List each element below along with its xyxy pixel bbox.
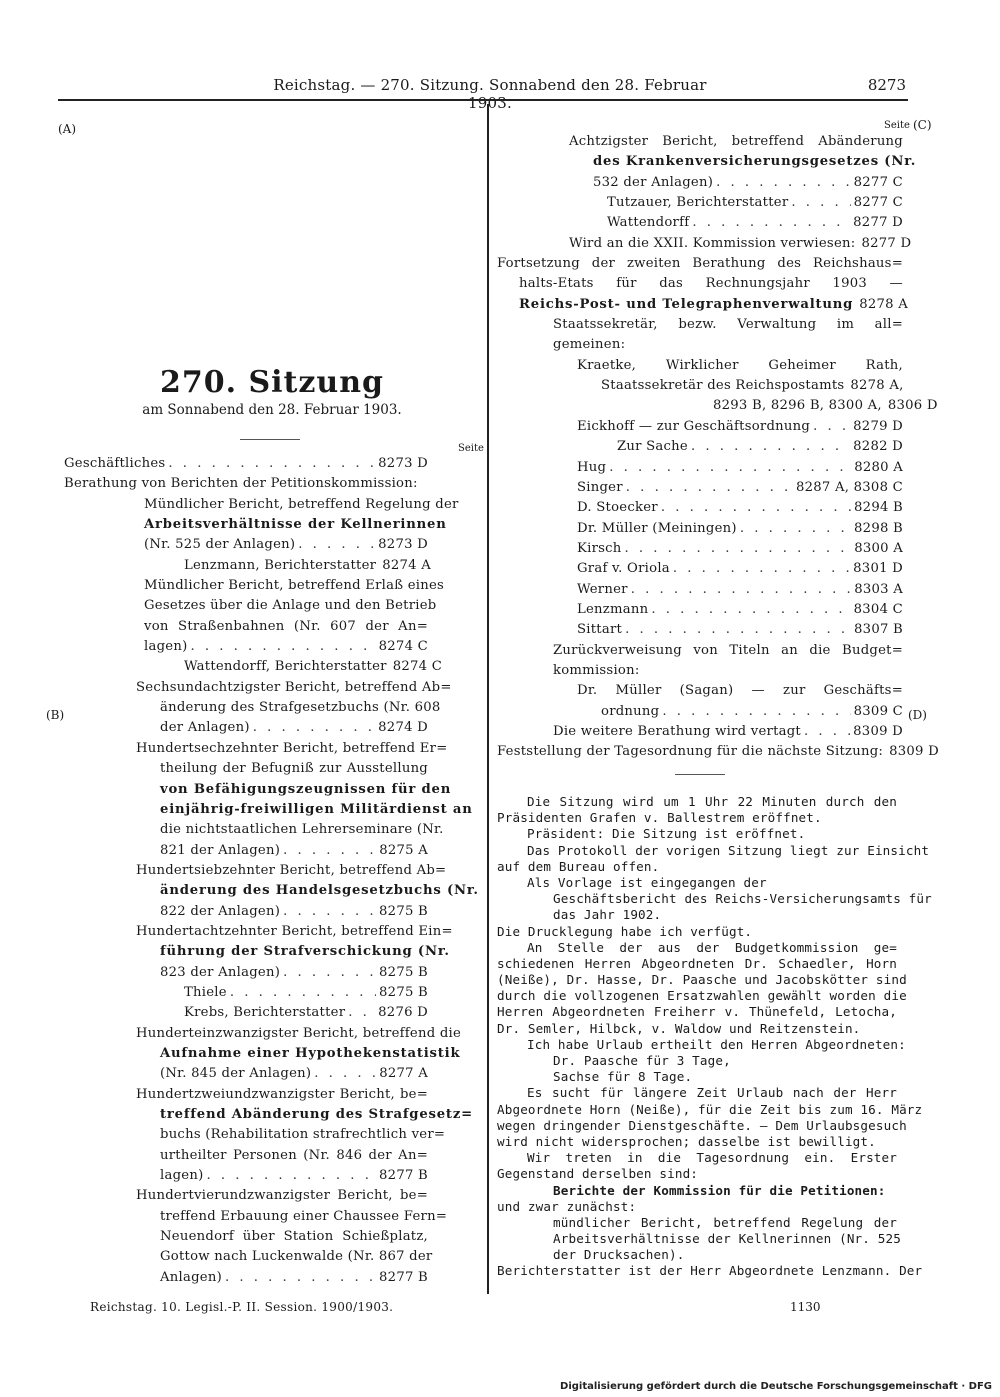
text-line: schiedenen Herren Abgeordneten Dr. Schaedler, Horn — [497, 955, 897, 971]
toc-entry-text: Die weitere Berathung wird vertagt — [553, 723, 801, 739]
toc-entry — [497, 254, 903, 274]
text-line: das Jahr 1902. — [553, 907, 662, 923]
dot-leader — [626, 478, 793, 498]
toc-entry — [64, 1024, 462, 1044]
text-line: (Neiße), Dr. Hasse, Dr. Paasche und Jacobskötter sind — [497, 972, 907, 988]
toc-entry-text: Aufnahme einer Hypothekenstatistik — [160, 1045, 461, 1061]
toc-entry — [64, 698, 441, 718]
toc-entry — [64, 759, 428, 779]
toc-entry-text: Krebs, Berichterstatter — [184, 1005, 346, 1021]
toc-entry — [497, 519, 903, 539]
dot-leader — [804, 722, 850, 742]
toc-entry — [64, 861, 447, 881]
toc-entry-text: D. Stoecker — [577, 500, 658, 516]
text-line: Das Protokoll der vorigen Sitzung liegt zur Einsicht — [527, 842, 930, 858]
toc-entry — [64, 983, 428, 1003]
toc-entry — [64, 678, 452, 698]
toc-entry — [497, 661, 903, 681]
toc-entry-page: 8274 C — [392, 659, 443, 675]
text-line: wird nicht widersprochen; dasselbe ist bewilligt. — [497, 1133, 876, 1149]
toc-entry-text: lagen) — [160, 1168, 204, 1184]
text-line: Gegenstand derselben sind: — [497, 1166, 699, 1182]
dfg-credit: Digitalisierung gefördert durch die Deutsche Forschungsgemeinschaft · DFG — [560, 1381, 992, 1392]
toc-entry — [64, 881, 479, 901]
toc-entry-page: 8277 C — [853, 174, 903, 190]
toc-entry-text: Hug — [577, 459, 607, 475]
table-of-contents-left — [64, 454, 479, 1288]
dot-leader — [692, 213, 850, 233]
dot-leader — [662, 702, 850, 722]
title-divider — [240, 439, 300, 440]
toc-entry-text: ordnung — [601, 703, 660, 719]
dot-leader — [348, 1003, 375, 1023]
toc-entry-text: treffend Abänderung des Strafgesetz= — [160, 1107, 473, 1122]
toc-entry-page: 8277 A — [379, 1066, 428, 1082]
toc-entry-page: 8301 D — [853, 561, 903, 577]
dot-leader — [813, 417, 850, 437]
toc-entry-text: des Krankenversicherungsgesetzes (Nr. — [593, 154, 917, 170]
toc-entry — [64, 474, 428, 494]
toc-entry-page: 8276 D — [378, 1005, 428, 1021]
toc-entry-text: treffend Erbauung einer Chaussee Fern= — [160, 1208, 448, 1224]
toc-entry — [64, 1227, 428, 1247]
toc-entry-text: Kirsch — [577, 540, 622, 556]
footer-sheet-number: 1130 — [790, 1300, 821, 1314]
toc-entry — [64, 718, 428, 738]
margin-mark-c: (C) — [913, 118, 932, 132]
toc-entry — [497, 722, 903, 742]
toc-entry — [64, 1207, 448, 1227]
text-line: Es sucht für längere Zeit Urlaub nach der Herr — [527, 1085, 897, 1101]
footer-legislature: Reichstag. 10. Legisl.-P. II. Session. 1900/1903. — [90, 1300, 394, 1314]
toc-entry-page: 8294 B — [854, 500, 903, 516]
toc-entry — [64, 556, 431, 576]
toc-entry-text: änderung des Strafgesetzbuchs (Nr. 608 — [160, 700, 441, 716]
toc-entry — [497, 396, 938, 416]
toc-entry — [64, 841, 428, 861]
toc-entry — [64, 1146, 428, 1166]
toc-entry-text: Hundertachtzehnter Bericht, betreffend Ein= — [136, 923, 453, 939]
toc-entry — [497, 173, 903, 193]
toc-entry-text: Graf v. Oriola — [577, 561, 670, 577]
text-line: durch die vollzogenen Ersatzwahlen gewählt worden die — [497, 988, 907, 1004]
text-line: Die Sitzung wird um 1 Uhr 22 Minuten durch den — [527, 794, 897, 809]
toc-entry-text: Mündlicher Bericht, betreffend Regelung der — [144, 496, 459, 512]
toc-entry — [497, 132, 903, 152]
toc-entry-page: 8309 D — [889, 744, 939, 760]
toc-entry-page: 8307 B — [854, 622, 903, 638]
toc-entry — [64, 780, 452, 800]
toc-entry-text: Gesetzes über die Anlage und den Betrieb — [144, 598, 437, 614]
toc-entry — [64, 637, 428, 657]
toc-entry-text: einjährig-freiwilligen Militärdienst an — [160, 801, 473, 817]
toc-entry — [497, 641, 903, 661]
dot-leader — [283, 841, 376, 861]
dot-leader — [740, 519, 851, 539]
toc-entry-text: Kraetke, Wirklicher Geheimer Rath, — [577, 357, 903, 373]
toc-entry-text: Hundertsiebzehnter Bericht, betreffend Ab= — [136, 862, 447, 878]
toc-entry-text: Mündlicher Bericht, betreffend Erlaß eines — [144, 578, 445, 594]
toc-entry — [497, 274, 903, 294]
toc-entry-page: 8273 D — [378, 456, 428, 471]
toc-entry-text: Lenzmann — [577, 601, 649, 617]
text-line: Die Drucklegung habe ich verfügt. — [497, 923, 753, 939]
toc-entry-text: Hundertsechzehnter Bericht, betreffend Er= — [136, 740, 448, 756]
toc-entry-text: Zurückverweisung von Titeln an die Budget= — [553, 642, 903, 658]
page-header — [0, 76, 1000, 112]
toc-entry-page: 8277 D — [861, 235, 912, 251]
dot-leader — [691, 437, 850, 457]
toc-entry-text: Neuendorf über Station Schießplatz, — [160, 1229, 428, 1245]
toc-entry-page: 8303 A — [854, 581, 903, 597]
toc-entry-text: Geschäftliches — [64, 456, 166, 471]
dot-leader — [673, 559, 850, 579]
dot-leader — [625, 539, 852, 559]
toc-entry-page: 8300 A — [854, 540, 903, 556]
text-line: Als Vorlage ist eingegangen der — [527, 874, 767, 890]
toc-entry — [497, 458, 903, 478]
toc-entry-page: 8298 B — [854, 520, 903, 536]
toc-entry-text: Arbeitsverhältnisse der Kellnerinnen — [144, 517, 447, 533]
toc-entry-text: Hundertvierundzwanzigster Bericht, be= — [136, 1188, 428, 1204]
toc-entry-text: führung der Strafverschickung (Nr. — [160, 944, 450, 960]
toc-entry-text: Feststellung der Tagesordnung für die nächste Sitzung: — [497, 744, 884, 760]
toc-entry-text: Anlagen) — [160, 1269, 222, 1285]
toc-entry-page: 8274 A — [382, 557, 431, 573]
toc-entry-text: Hundertzweiundzwanzigster Bericht, be= — [136, 1086, 428, 1102]
toc-entry-page: 8275 B — [379, 903, 428, 919]
dot-leader — [283, 902, 376, 922]
dot-leader — [168, 454, 375, 474]
toc-entry-page: 8277 D — [853, 215, 903, 231]
text-line: Geschäftsbericht des Reichs-Versicherungsamts für — [553, 891, 932, 907]
text-line: Wir treten in die Tagesordnung ein. Erster — [527, 1150, 897, 1166]
toc-entry-text: 821 der Anlagen) — [160, 842, 281, 858]
toc-entry — [497, 437, 903, 457]
toc-entry — [497, 234, 912, 254]
toc-entry-text: Berathung von Berichten der Petitionskommission: — [64, 476, 418, 492]
toc-entry-text: halts-Etats für das Rechnungsjahr 1903 — — [519, 276, 903, 292]
toc-entry — [497, 213, 903, 233]
toc-entry-page: 8274 C — [378, 639, 428, 655]
toc-entry — [497, 498, 903, 518]
text-line: An Stelle der aus der Budgetkommission ge= — [527, 939, 897, 955]
session-title: 270. Sitzung — [159, 365, 385, 400]
toc-entry — [497, 620, 903, 640]
toc-entry-text: 822 der Anlagen) — [160, 903, 281, 919]
text-line: Dr. Semler, Hilbck, v. Waldow und Reitzenstein. — [497, 1020, 861, 1036]
text-line: mündlicher Bericht, betreffend Regelung der — [553, 1214, 897, 1230]
toc-entry-text: (Nr. 525 der Anlagen) — [144, 537, 296, 553]
toc-entry-text: (Nr. 845 der Anlagen) — [160, 1066, 312, 1082]
toc-entry-text: 823 der Anlagen) — [160, 964, 281, 980]
dot-leader — [625, 620, 851, 640]
text-line: wegen dringender Dienstgeschäfte. — Dem Urlaubsgesuch — [497, 1117, 907, 1133]
toc-entry-page: 8277 B — [379, 1168, 428, 1184]
toc-entry-text: 532 der Anlagen) — [593, 174, 714, 190]
toc-entry-text: Wattendorff — [607, 215, 690, 231]
seite-label-right: Seite — [884, 120, 910, 131]
text-line: und zwar zunächst: — [497, 1198, 637, 1214]
toc-entry-text: Achtzigster Bericht, betreffend Abänderung — [569, 134, 903, 149]
toc-entry-page: 8280 A — [854, 459, 903, 475]
text-line: Abgeordnete Horn (Neiße), für die Zeit bis zum 16. März — [497, 1101, 923, 1117]
toc-entry — [64, 1125, 446, 1145]
toc-entry-text: die nichtstaatlichen Lehrerseminare (Nr. — [160, 822, 444, 838]
dot-leader — [314, 1064, 376, 1084]
toc-entry — [497, 315, 903, 335]
toc-entry — [64, 596, 437, 616]
toc-entry-text: lagen) — [144, 639, 188, 655]
toc-entry — [497, 559, 903, 579]
toc-entry — [64, 1166, 428, 1186]
dot-leader — [609, 458, 851, 478]
toc-entry-text: Lenzmann, Berichterstatter — [184, 557, 377, 573]
dot-leader — [716, 173, 851, 193]
toc-entry — [497, 356, 903, 376]
toc-entry-page: 8275 A — [379, 842, 428, 858]
toc-entry-page: 8275 B — [379, 964, 428, 980]
seite-label-left: Seite — [458, 443, 484, 454]
toc-entry-text: der Anlagen) — [160, 720, 250, 736]
toc-entry — [64, 922, 453, 942]
toc-entry — [497, 193, 903, 213]
toc-entry — [64, 617, 428, 637]
toc-entry — [64, 1003, 428, 1023]
toc-entry-text: änderung des Handelsgesetzbuchs (Nr. — [160, 883, 479, 899]
toc-entry-text: 8293 B, 8296 B, 8300 A, — [713, 398, 882, 414]
dot-leader — [791, 193, 850, 213]
toc-entry-page: 8309 C — [853, 703, 903, 719]
toc-entry — [497, 580, 903, 600]
toc-entry-page: 8309 D — [853, 723, 903, 739]
toc-entry-text: Werner — [577, 581, 628, 597]
toc-entry-text: Thiele — [184, 984, 227, 1000]
toc-entry-page: 8277 C — [853, 195, 903, 211]
toc-entry-text: Tutzauer, Berichterstatter — [607, 195, 789, 211]
toc-entry — [497, 600, 903, 620]
toc-entry-page: 8273 D — [378, 537, 428, 553]
text-line: der Drucksachen). — [553, 1247, 685, 1263]
toc-entry-page: 8274 D — [378, 720, 428, 736]
toc-entry — [64, 963, 428, 983]
dot-leader — [253, 718, 375, 738]
table-of-contents-right — [497, 132, 939, 763]
toc-entry-text: buchs (Rehabilitation strafrechtlich ver= — [160, 1127, 446, 1143]
toc-entry — [497, 152, 917, 172]
toc-entry-text: von Straßenbahnen (Nr. 607 der An= — [144, 618, 428, 634]
dot-leader — [631, 580, 852, 600]
toc-entry-page: 8287 A, 8308 C — [795, 479, 903, 495]
toc-entry-page: 8278 A, — [850, 378, 904, 394]
toc-entry-text: Dr. Müller (Sagan) — zur Geschäfts= — [577, 683, 903, 699]
toc-entry — [497, 742, 939, 762]
text-line: Ich habe Urlaub ertheilt den Herren Abgeordneten: — [527, 1036, 906, 1052]
toc-entry-text: Reichs-Post- und Telegraphenverwaltung — [519, 296, 854, 312]
toc-entry-page: 8277 B — [379, 1269, 428, 1285]
text-line: Sachse für 8 Tage. — [553, 1069, 693, 1085]
toc-entry — [64, 1064, 428, 1084]
toc-entry — [64, 535, 428, 555]
toc-entry — [64, 515, 447, 535]
toc-entry-text: Wattendorff, Berichterstatter — [184, 659, 387, 675]
page-number: 8273 — [867, 76, 906, 94]
contents-divider — [675, 774, 725, 775]
toc-entry-text: Sittart — [577, 622, 623, 638]
dot-leader — [661, 498, 851, 518]
text-line: Präsident: Die Sitzung ist eröffnet. — [527, 826, 806, 842]
toc-entry-text: kommission: — [553, 662, 640, 678]
margin-mark-a: (A) — [58, 122, 77, 136]
toc-entry — [497, 295, 908, 315]
toc-entry — [64, 454, 428, 474]
toc-entry-text: Staatssekretär des Reichspostamts — [601, 378, 845, 394]
margin-mark-b: (B) — [46, 708, 65, 722]
toc-entry-text: Eickhoff — zur Geschäftsordnung — [577, 418, 811, 434]
toc-entry — [497, 702, 903, 722]
dot-leader — [651, 600, 850, 620]
toc-entry — [497, 417, 903, 437]
text-line: Arbeitsverhältnisse der Kellnerinnen (Nr. 525 — [553, 1231, 901, 1247]
session-subtitle: am Sonnabend den 28. Februar 1903. — [142, 402, 402, 418]
toc-entry — [64, 902, 428, 922]
toc-entry-text: Wird an die XXII. Kommission verwiesen: — [569, 235, 856, 251]
header-rule — [58, 99, 908, 101]
toc-entry-text: Zur Sache — [617, 439, 688, 455]
toc-entry-text: theilung der Befugniß zur Ausstellung — [160, 761, 428, 777]
text-line: Dr. Paasche für 3 Tage, — [553, 1053, 731, 1068]
toc-entry-text: Singer — [577, 479, 623, 495]
toc-entry — [64, 1044, 461, 1064]
toc-entry-page: 8279 D — [853, 418, 903, 434]
dot-leader — [225, 1268, 376, 1288]
dot-leader — [206, 1166, 376, 1186]
toc-entry — [497, 335, 903, 355]
toc-entry-text: Fortsetzung der zweiten Berathung des Reichshaus= — [497, 256, 903, 272]
toc-entry-text: urtheilter Personen (Nr. 846 der An= — [160, 1147, 428, 1163]
toc-entry — [64, 942, 450, 962]
toc-entry — [64, 657, 443, 677]
proceedings-text — [497, 794, 932, 1280]
toc-entry — [64, 1105, 473, 1125]
toc-entry-text: Gottow nach Luckenwalde (Nr. 867 der — [160, 1249, 433, 1265]
text-line: auf dem Bureau offen. — [497, 858, 660, 874]
toc-entry — [497, 539, 903, 559]
toc-entry — [64, 1186, 428, 1206]
toc-entry — [64, 1247, 433, 1267]
toc-entry-text: Sechsundachtzigster Bericht, betreffend Ab= — [136, 679, 452, 695]
running-title: Reichstag. — 270. Sitzung. Sonnabend den 28. Februar 1903. — [273, 76, 707, 112]
toc-entry — [64, 1085, 428, 1105]
toc-entry-text: Staatssekretär, bezw. Verwaltung im all= — [553, 317, 903, 333]
text-line: Berichterstatter ist der Herr Abgeordnete Lenzmann. Der — [497, 1263, 923, 1279]
dot-leader — [298, 535, 375, 555]
toc-entry — [64, 1268, 428, 1288]
toc-entry-page: 8304 C — [853, 601, 903, 617]
toc-entry-text: Dr. Müller (Meiningen) — [577, 520, 737, 536]
toc-entry — [64, 800, 473, 820]
toc-entry-page: 8275 B — [379, 984, 428, 1000]
dot-leader — [190, 637, 375, 657]
dot-leader — [230, 983, 376, 1003]
margin-mark-d: (D) — [908, 708, 927, 722]
dot-leader — [283, 963, 376, 983]
column-rule — [487, 104, 489, 1294]
toc-entry — [497, 681, 903, 701]
text-line: Herren Abgeordneten Freiherr v. Thünefeld, Letocha, — [497, 1004, 897, 1020]
toc-entry — [64, 739, 448, 759]
toc-entry-text: gemeinen: — [553, 337, 626, 353]
toc-entry-text: Hunderteinzwanzigster Bericht, betreffend die — [136, 1025, 462, 1041]
text-line: Präsidenten Grafen v. Ballestrem eröffnet. — [497, 810, 822, 826]
toc-entry — [64, 495, 459, 515]
toc-entry-page: 8306 D — [887, 398, 938, 414]
toc-entry-text: von Befähigungszeugnissen für den — [160, 781, 452, 797]
text-line: Berichte der Kommission für die Petitionen: — [553, 1182, 886, 1198]
toc-entry — [497, 376, 903, 396]
toc-entry-page: 8282 D — [853, 439, 903, 455]
toc-entry — [64, 576, 445, 596]
toc-entry — [497, 478, 903, 498]
toc-entry-page: 8278 A — [859, 296, 908, 312]
toc-entry — [64, 820, 444, 840]
